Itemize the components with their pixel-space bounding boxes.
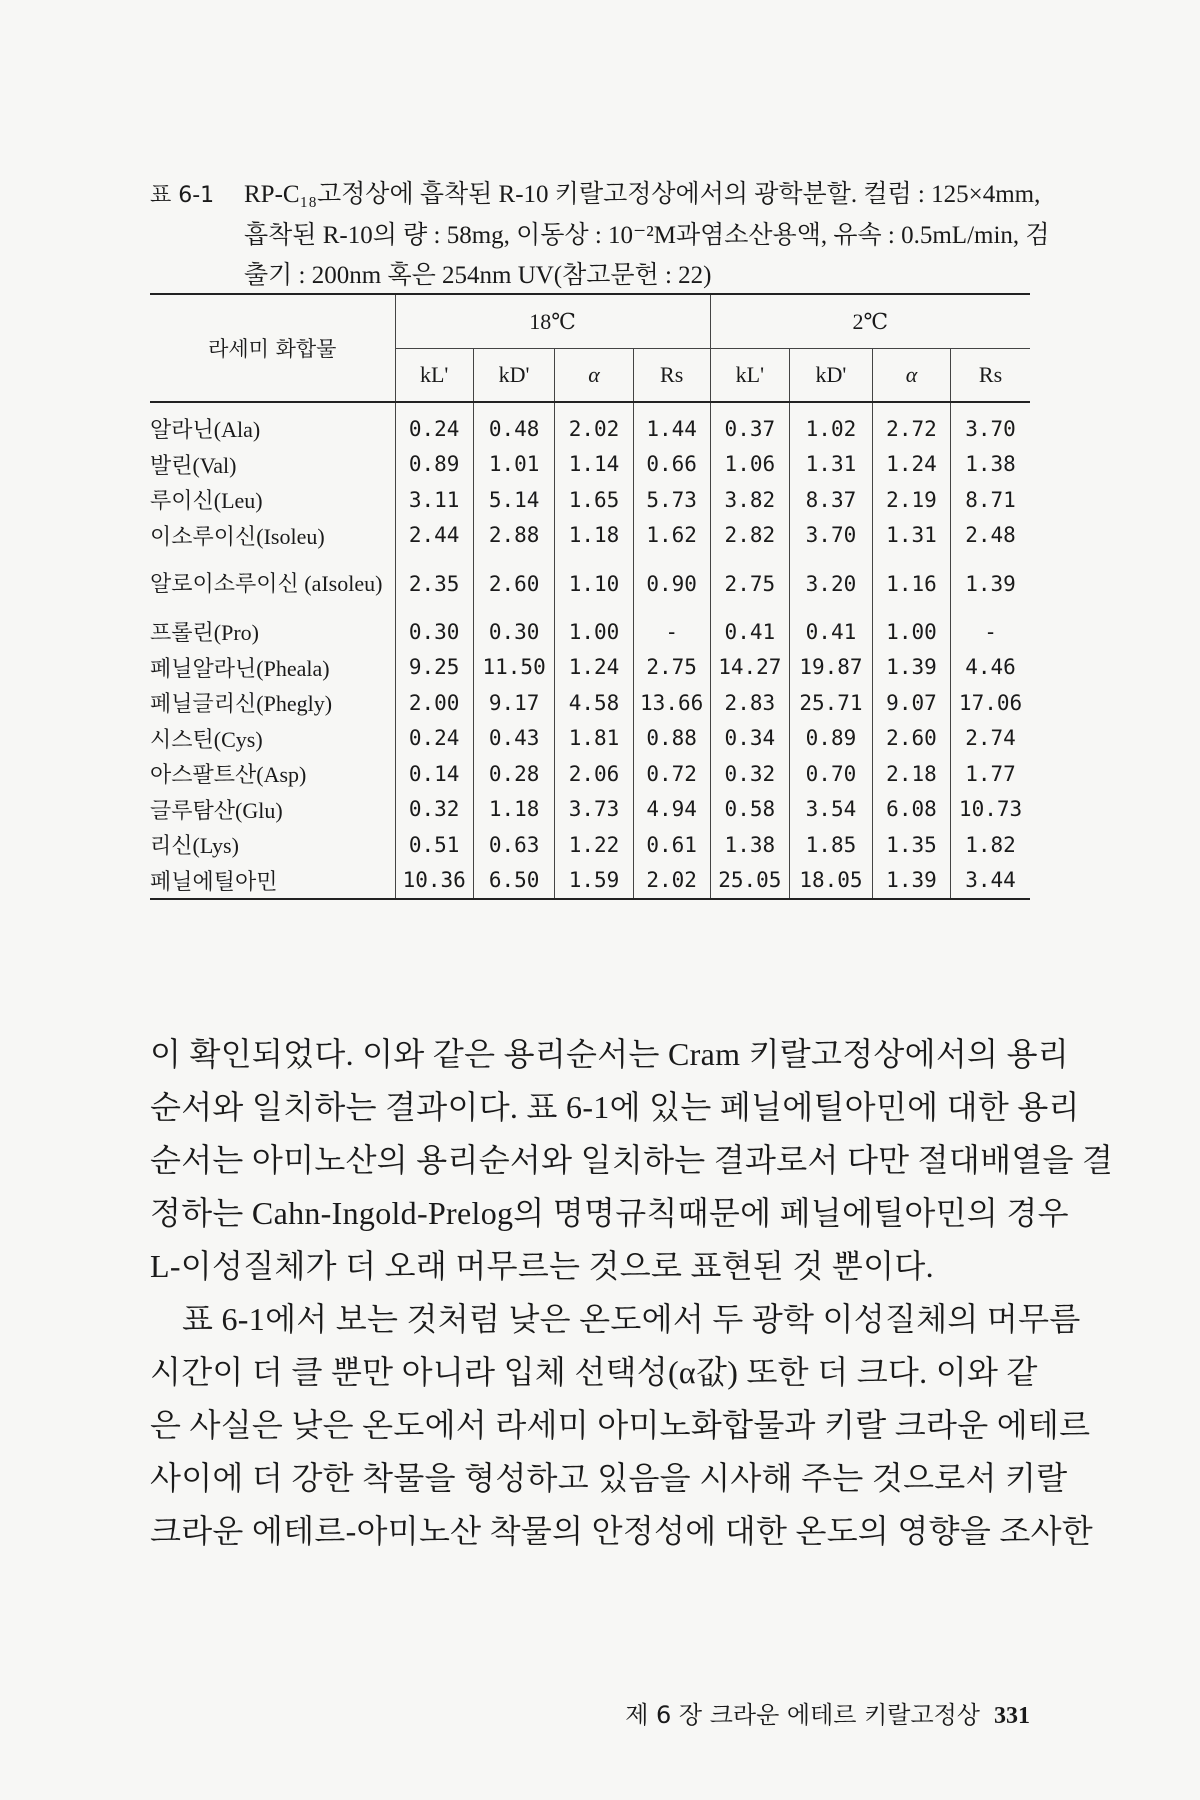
column-header: kD' <box>473 349 555 403</box>
table-cell: 0.58 <box>710 792 789 828</box>
table-cell: 9.17 <box>473 685 555 721</box>
table-cell: 1.59 <box>555 863 633 900</box>
body-line: 은 사실은 낮은 온도에서 라세미 아미노화합물과 키랄 크라운 에테르 <box>150 1407 1091 1443</box>
table-cell: 1.18 <box>555 518 633 554</box>
column-header: kD' <box>790 349 873 403</box>
column-header: Rs <box>951 349 1030 403</box>
table-cell: 19.87 <box>790 650 873 686</box>
table-cell: 1.44 <box>633 402 710 447</box>
column-header: α <box>872 349 950 403</box>
table-cell: 2.06 <box>555 756 633 792</box>
table-cell: 1.81 <box>555 721 633 757</box>
table-cell: 5.73 <box>633 482 710 518</box>
table-cell: 0.48 <box>473 402 555 447</box>
compound-header: 라세미 화합물 <box>150 294 395 402</box>
table-cell: 3.44 <box>951 863 1030 900</box>
table-cell: 1.10 <box>555 553 633 614</box>
table-cell: 0.89 <box>790 721 873 757</box>
table-row <box>150 447 1030 483</box>
table-cell: 0.43 <box>473 721 555 757</box>
compound-name: 알로이소루이신 (aIsoleu) <box>150 570 383 596</box>
body-line: 표 6-1에서 보는 것처럼 낮은 온도에서 두 광학 이성질체의 머무름 <box>182 1301 1081 1337</box>
compound-name: 이소루이신(Isoleu) <box>150 523 325 549</box>
compound-name: 페닐글리신(Phegly) <box>150 691 333 717</box>
table-row <box>150 685 1030 721</box>
table-cell: 1.31 <box>790 447 873 483</box>
table-cell: 2.60 <box>872 721 950 757</box>
table-cell: 1.77 <box>951 756 1030 792</box>
table-row <box>150 792 1030 828</box>
table-cell: 3.82 <box>710 482 789 518</box>
table-row <box>150 614 1030 650</box>
table-cell: 17.06 <box>951 685 1030 721</box>
table-cell: 6.08 <box>872 792 950 828</box>
table-cell: 2.44 <box>395 518 473 554</box>
table-cell: 0.90 <box>633 553 710 614</box>
body-line: 사이에 더 강한 착물을 형성하고 있음을 시사해 주는 것으로서 키랄 <box>150 1460 1068 1496</box>
table-cell: 0.66 <box>633 447 710 483</box>
table-row <box>150 650 1030 686</box>
table-cell: 13.66 <box>633 685 710 721</box>
compound-name: 알라닌(Ala) <box>150 417 261 443</box>
table-cell: 1.85 <box>790 827 873 863</box>
body-line: L-이성질체가 더 오래 머무르는 것으로 표현된 것 뿐이다. <box>150 1248 934 1284</box>
table-cell: 1.65 <box>555 482 633 518</box>
table-cell: 1.24 <box>872 447 950 483</box>
body-line: 순서는 아미노산의 용리순서와 일치하는 결과로서 다만 절대배열을 결 <box>150 1142 1114 1178</box>
table-row <box>150 721 1030 757</box>
table-cell: 2.72 <box>872 402 950 447</box>
table-row <box>150 518 1030 554</box>
table-cell: 10.36 <box>395 863 473 900</box>
column-header: kL' <box>395 349 473 403</box>
table-cell: 0.32 <box>710 756 789 792</box>
table-cell: 1.02 <box>790 402 873 447</box>
table-cell: 2.75 <box>710 553 789 614</box>
table-cell: 0.51 <box>395 827 473 863</box>
table-row <box>150 756 1030 792</box>
temp-header-2: 2℃ <box>710 294 1030 349</box>
table-cell: 1.14 <box>555 447 633 483</box>
table-cell: 3.70 <box>790 518 873 554</box>
table-cell: 11.50 <box>473 650 555 686</box>
compound-name: 글루탐산(Glu) <box>150 797 283 823</box>
table-cell: 8.37 <box>790 482 873 518</box>
table-cell: 25.71 <box>790 685 873 721</box>
compound-name: 발린(Val) <box>150 452 237 478</box>
table-cell: 2.82 <box>710 518 789 554</box>
body-line: 시간이 더 클 뿐만 아니라 입체 선택성(α값) 또한 더 크다. 이와 같 <box>150 1354 1038 1390</box>
table-cell: 1.39 <box>872 650 950 686</box>
table-cell: 3.11 <box>395 482 473 518</box>
table-cell: 1.38 <box>710 827 789 863</box>
table-cell: 9.25 <box>395 650 473 686</box>
table-cell: - <box>633 614 710 650</box>
table-cell: 10.73 <box>951 792 1030 828</box>
table-cell: 5.14 <box>473 482 555 518</box>
caption-label: 표 6-1 <box>150 183 215 208</box>
caption-text: RP-C₁₈고정상에 흡착된 R-10 키랄고정상에서의 광학분할. 컬럼 : 125×4mm, <box>244 181 1041 208</box>
compound-name: 리신(Lys) <box>150 833 239 859</box>
table-cell: 1.35 <box>872 827 950 863</box>
table-cell: 0.24 <box>395 402 473 447</box>
table-cell: 0.24 <box>395 721 473 757</box>
table-cell: 0.89 <box>395 447 473 483</box>
table-cell: 0.32 <box>395 792 473 828</box>
table-cell: 0.72 <box>633 756 710 792</box>
table-cell: 1.31 <box>872 518 950 554</box>
table-cell: 4.58 <box>555 685 633 721</box>
body-line: 순서와 일치하는 결과이다. 표 6-1에 있는 페닐에틸아민에 대한 용리 <box>150 1089 1080 1125</box>
table-cell: 0.61 <box>633 827 710 863</box>
table-cell: 1.38 <box>951 447 1030 483</box>
body-line: 정하는 Cahn-Ingold-Prelog의 명명규칙때문에 페닐에틸아민의 경우 <box>150 1195 1069 1231</box>
compound-name: 시스틴(Cys) <box>150 726 263 752</box>
table-cell: 4.94 <box>633 792 710 828</box>
temp-header-18: 18℃ <box>395 294 710 349</box>
table-cell: 1.22 <box>555 827 633 863</box>
table-cell: 1.01 <box>473 447 555 483</box>
table-cell: 8.71 <box>951 482 1030 518</box>
running-head: 제 6 장 크라운 에테르 키랄고정상 <box>625 1701 980 1729</box>
table-cell: 3.70 <box>951 402 1030 447</box>
table-cell: 25.05 <box>710 863 789 900</box>
table-cell: 0.14 <box>395 756 473 792</box>
table-cell: 4.46 <box>951 650 1030 686</box>
table-cell: 0.34 <box>710 721 789 757</box>
table-cell: 1.39 <box>951 553 1030 614</box>
column-header: α <box>555 349 633 403</box>
page-number: 331 <box>994 1703 1030 1729</box>
table-cell: 0.37 <box>710 402 789 447</box>
table-cell: 2.19 <box>872 482 950 518</box>
column-header: kL' <box>710 349 789 403</box>
caption-line-3: 출기 : 200nm 혹은 254nm UV(참고문헌 : 22) <box>244 262 712 289</box>
body-line: 크라운 에테르-아미노산 착물의 안정성에 대한 온도의 영향을 조사한 <box>150 1513 1093 1549</box>
table-cell: - <box>951 614 1030 650</box>
table-cell: 1.16 <box>872 553 950 614</box>
table-cell: 2.60 <box>473 553 555 614</box>
table-cell: 0.30 <box>395 614 473 650</box>
table-cell: 6.50 <box>473 863 555 900</box>
table-cell: 0.70 <box>790 756 873 792</box>
compound-name: 프롤린(Pro) <box>150 620 259 646</box>
table-cell: 0.28 <box>473 756 555 792</box>
table-cell: 1.39 <box>872 863 950 900</box>
table-cell: 14.27 <box>710 650 789 686</box>
body-text <box>150 1028 1114 1558</box>
caption-line-2: 흡착된 R-10의 량 : 58mg, 이동상 : 10⁻²M과염소산용액, 유속 : 0.5mL/min, 검 <box>244 222 1050 249</box>
table-cell: 3.20 <box>790 553 873 614</box>
compound-name: 페닐에틸아민 <box>150 863 395 900</box>
table-cell: 2.88 <box>473 518 555 554</box>
table-cell: 2.75 <box>633 650 710 686</box>
table-row <box>150 553 1030 614</box>
table-cell: 1.06 <box>710 447 789 483</box>
compound-name: 루이신(Leu) <box>150 488 263 514</box>
table-cell: 1.24 <box>555 650 633 686</box>
body-line: 이 확인되었다. 이와 같은 용리순서는 Cram 키랄고정상에서의 용리 <box>150 1036 1069 1072</box>
table-cell: 1.82 <box>951 827 1030 863</box>
compound-name: 아스팔트산(Asp) <box>150 762 307 788</box>
table-row <box>150 863 1030 900</box>
table-cell: 2.35 <box>395 553 473 614</box>
caption-line-1 <box>150 175 1041 216</box>
table-row <box>150 482 1030 518</box>
column-header: Rs <box>633 349 710 403</box>
resolution-table <box>150 293 1030 900</box>
table-cell: 9.07 <box>872 685 950 721</box>
table-cell: 0.30 <box>473 614 555 650</box>
table-cell: 18.05 <box>790 863 873 900</box>
paragraph-1 <box>150 1028 1114 1293</box>
table-cell: 0.41 <box>710 614 789 650</box>
table-cell: 2.02 <box>633 863 710 900</box>
table-cell: 1.18 <box>473 792 555 828</box>
table-cell: 2.83 <box>710 685 789 721</box>
table-cell: 2.18 <box>872 756 950 792</box>
page-footer <box>530 1695 1030 1730</box>
table-cell: 0.41 <box>790 614 873 650</box>
table-caption <box>150 175 1050 296</box>
table-cell: 2.00 <box>395 685 473 721</box>
table-cell: 2.74 <box>951 721 1030 757</box>
table-cell: 3.54 <box>790 792 873 828</box>
table-row <box>150 827 1030 863</box>
table-cell: 2.48 <box>951 518 1030 554</box>
table-cell: 2.02 <box>555 402 633 447</box>
table-cell: 0.88 <box>633 721 710 757</box>
table-cell: 1.00 <box>872 614 950 650</box>
paragraph-2 <box>150 1293 1093 1558</box>
table-cell: 3.73 <box>555 792 633 828</box>
compound-name: 페닐알라닌(Pheala) <box>150 655 330 681</box>
table-cell: 1.00 <box>555 614 633 650</box>
table-cell: 0.63 <box>473 827 555 863</box>
table-row <box>150 402 1030 447</box>
table-cell: 1.62 <box>633 518 710 554</box>
